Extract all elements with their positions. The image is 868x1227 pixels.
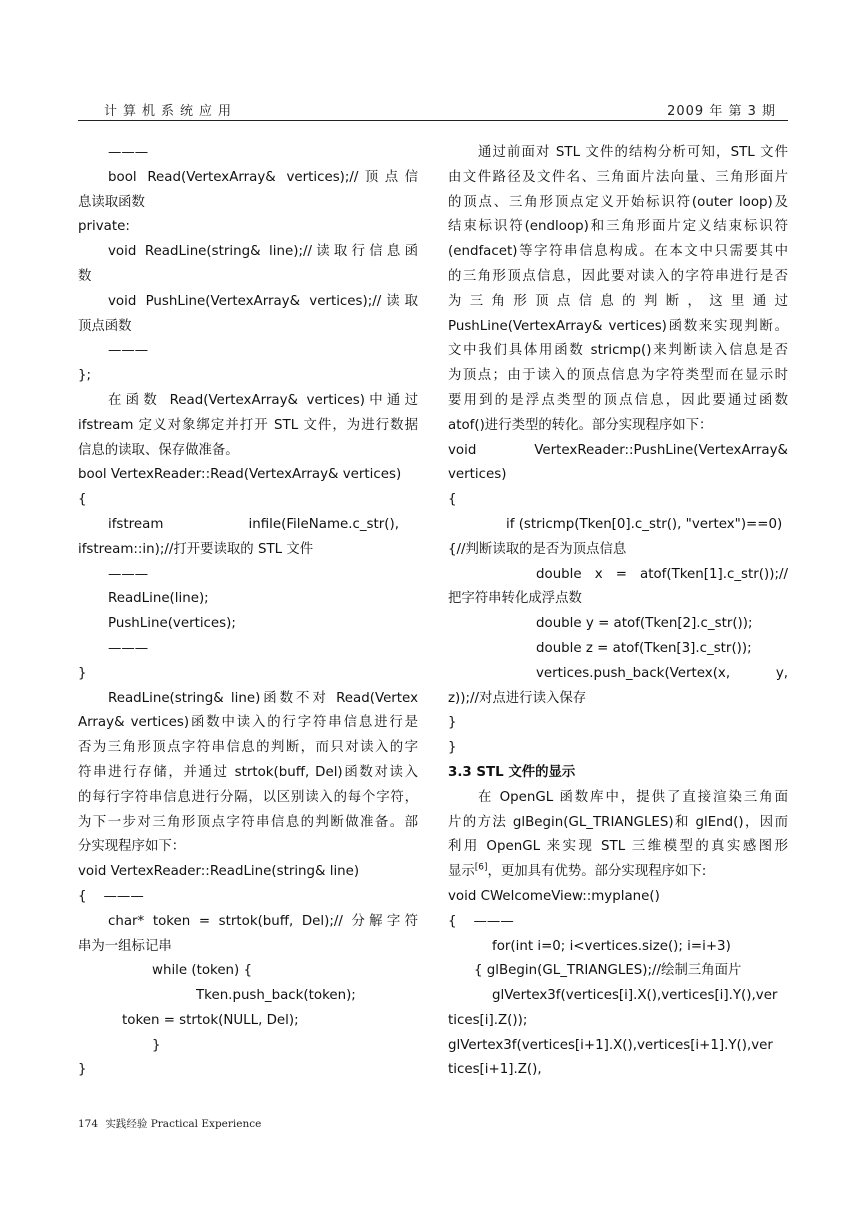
text-line: 符串进行存储，并通过 strtok(buff, Del)函数对读入: [78, 764, 418, 780]
text-line: while (token) {: [152, 963, 253, 979]
text-line: 利用 OpenGL 来实现 STL 三维模型的真实感图形: [448, 839, 788, 855]
text-span: 显示: [448, 864, 475, 880]
text-line: {: [78, 492, 87, 508]
header-rule: [78, 120, 788, 121]
text-line: 在函数 Read(VertexArray& vertices)中通过: [108, 392, 418, 408]
text-line: 息读取函数: [78, 194, 145, 210]
text-line: private:: [78, 219, 130, 235]
text-line: 要用到的是浮点类型的顶点信息，因此要通过函数: [448, 392, 788, 408]
text-line: (endfacet)等字符串信息构成。在本文中只需要其中: [448, 244, 788, 260]
text-line: 为下一步对三角形顶点字符串信息的判断做准备。部: [78, 814, 418, 830]
text-line: glVertex3f(vertices[i].X(),vertices[i].Y(),ver: [492, 988, 778, 1004]
text-line: 信息的读取、保存做准备。: [78, 442, 239, 458]
text-line: PushLine(vertices);: [108, 616, 236, 632]
text-line: ReadLine(string& line)函数不对 Read(Vertex: [108, 690, 418, 706]
text-line: Array& vertices)函数中读入的行字符串信息进行是: [78, 715, 418, 731]
text-line: 通过前面对 STL 文件的结构分析可知，STL 文件: [478, 145, 788, 160]
text-line: tices[i].Z());: [448, 1012, 528, 1028]
text-line: ———: [108, 566, 149, 582]
text-line: { glBegin(GL_TRIANGLES);//绘制三角面片: [474, 963, 742, 979]
text-line: ———: [108, 145, 149, 160]
text-line: bool Read(VertexArray& vertices);//顶点信: [108, 169, 418, 185]
text-line: { ———: [448, 913, 514, 929]
text-line: double x = atof(Tken[1].c_str());//: [536, 566, 788, 582]
text-line: 片的方法 glBegin(GL_TRIANGLES)和 glEnd()，因而: [448, 814, 788, 830]
citation-ref[interactable]: [6]: [474, 862, 488, 873]
text-line: [448, 860, 788, 885]
text-line: tices[i+1].Z(),: [448, 1062, 542, 1078]
text-line: ———: [108, 343, 149, 359]
text-line: glVertex3f(vertices[i+1].X(),vertices[i+1].Y(),ver: [448, 1037, 773, 1053]
text-line: 结束标识符(endloop)和三角形面片定义结束标识符: [448, 219, 788, 235]
text-line: 串为一组标记串: [78, 938, 172, 954]
text-line: };: [78, 368, 92, 384]
text-line: }: [78, 1062, 87, 1078]
text-line: z));//对点进行读入保存: [448, 690, 587, 706]
text-line: 数: [78, 268, 92, 284]
text-line: 的每行字符串信息进行分隔，以区别读入的每个字符，: [78, 789, 418, 805]
text-line: token = strtok(NULL, Del);: [122, 1012, 299, 1028]
text-line: }: [152, 1037, 161, 1053]
text-line: 分实现程序如下：: [78, 839, 186, 855]
text-line: void CWelcomeView::myplane(): [448, 888, 660, 904]
text-line: PushLine(VertexArray& vertices)函数来实现判断。: [448, 318, 788, 334]
text-span: ，更加具有优势。部分实现程序如下:: [487, 864, 707, 880]
section-heading: 3.3 STL 文件的显示: [448, 764, 576, 780]
page-footer: [78, 1116, 261, 1131]
text-line: {//判断读取的是否为顶点信息: [448, 541, 627, 557]
text-line: 在 OpenGL 函数库中，提供了直接渲染三角面: [478, 789, 788, 805]
text-line: void VertexReader::PushLine(VertexArray&: [448, 442, 788, 458]
text-line: for(int i=0; i<vertices.size(); i=i+3): [492, 938, 731, 954]
text-line: void VertexReader::ReadLine(string& line): [78, 864, 360, 880]
text-line: ifstream infile(FileName.c_str(),: [108, 516, 399, 532]
text-line: void PushLine(VertexArray& vertices);//读取: [108, 293, 418, 309]
text-line: Tken.push_back(token);: [196, 988, 356, 1004]
text-line: 的顶点、三角形顶点定义开始标识符(outer loop)及: [448, 194, 788, 210]
right-column: [448, 141, 788, 1083]
text-line: 把字符串转化成浮点数: [448, 591, 582, 607]
text-line: ifstream::in);//打开要读取的 STL 文件: [78, 541, 314, 557]
text-line: bool VertexReader::Read(VertexArray& vertices): [78, 467, 402, 483]
text-line: void ReadLine(string& line);//读取行信息函: [108, 244, 418, 260]
issue-label: 2009 年 第 3 期: [667, 104, 776, 119]
text-line: 的三角形顶点信息，因此要对读入的字符串进行是否: [448, 268, 788, 284]
text-line: ———: [108, 640, 149, 656]
text-line: {: [448, 492, 457, 508]
text-line: 顶点函数: [78, 318, 132, 334]
text-line: 文中我们具体用函数 stricmp()来判断读入信息是否: [448, 343, 788, 359]
text-line: vertices.push_back(Vertex(x, y,: [536, 665, 788, 681]
text-line: { ———: [78, 888, 144, 904]
text-line: ReadLine(line);: [108, 591, 209, 607]
text-line: char* token = strtok(buff, Del);// 分解字符: [108, 913, 418, 929]
text-line: 为 三 角 形 顶 点 信 息 的 判 断 ， 这 里 通 过: [448, 293, 788, 309]
text-line: }: [448, 715, 457, 731]
text-line: if (stricmp(Tken[0].c_str(), "vertex")==0): [506, 516, 783, 532]
text-line: atof()进行类型的转化。部分实现程序如下：: [448, 417, 713, 433]
text-line: double y = atof(Tken[2].c_str());: [536, 616, 753, 632]
text-line: 由文件路径及文件名、三角面片法向量、三角形面片: [448, 169, 788, 185]
left-column: [78, 141, 418, 1083]
text-line: ifstream 定义对象绑定并打开 STL 文件，为进行数据: [78, 417, 418, 433]
page-number: 174: [78, 1118, 99, 1130]
text-line: 否为三角形顶点字符串信息的判断，而只对读入的字: [78, 740, 418, 756]
text-line: }: [448, 740, 457, 756]
footer-section-label: 实践经验 Practical Experience: [105, 1118, 262, 1130]
text-line: 为顶点；由于读入的顶点信息为字符类型而在显示时: [448, 368, 788, 384]
text-line: double z = atof(Tken[3].c_str());: [536, 640, 752, 656]
text-line: }: [78, 665, 87, 681]
journal-title: 计算机系统应用: [104, 104, 238, 119]
text-line: vertices): [448, 467, 507, 483]
